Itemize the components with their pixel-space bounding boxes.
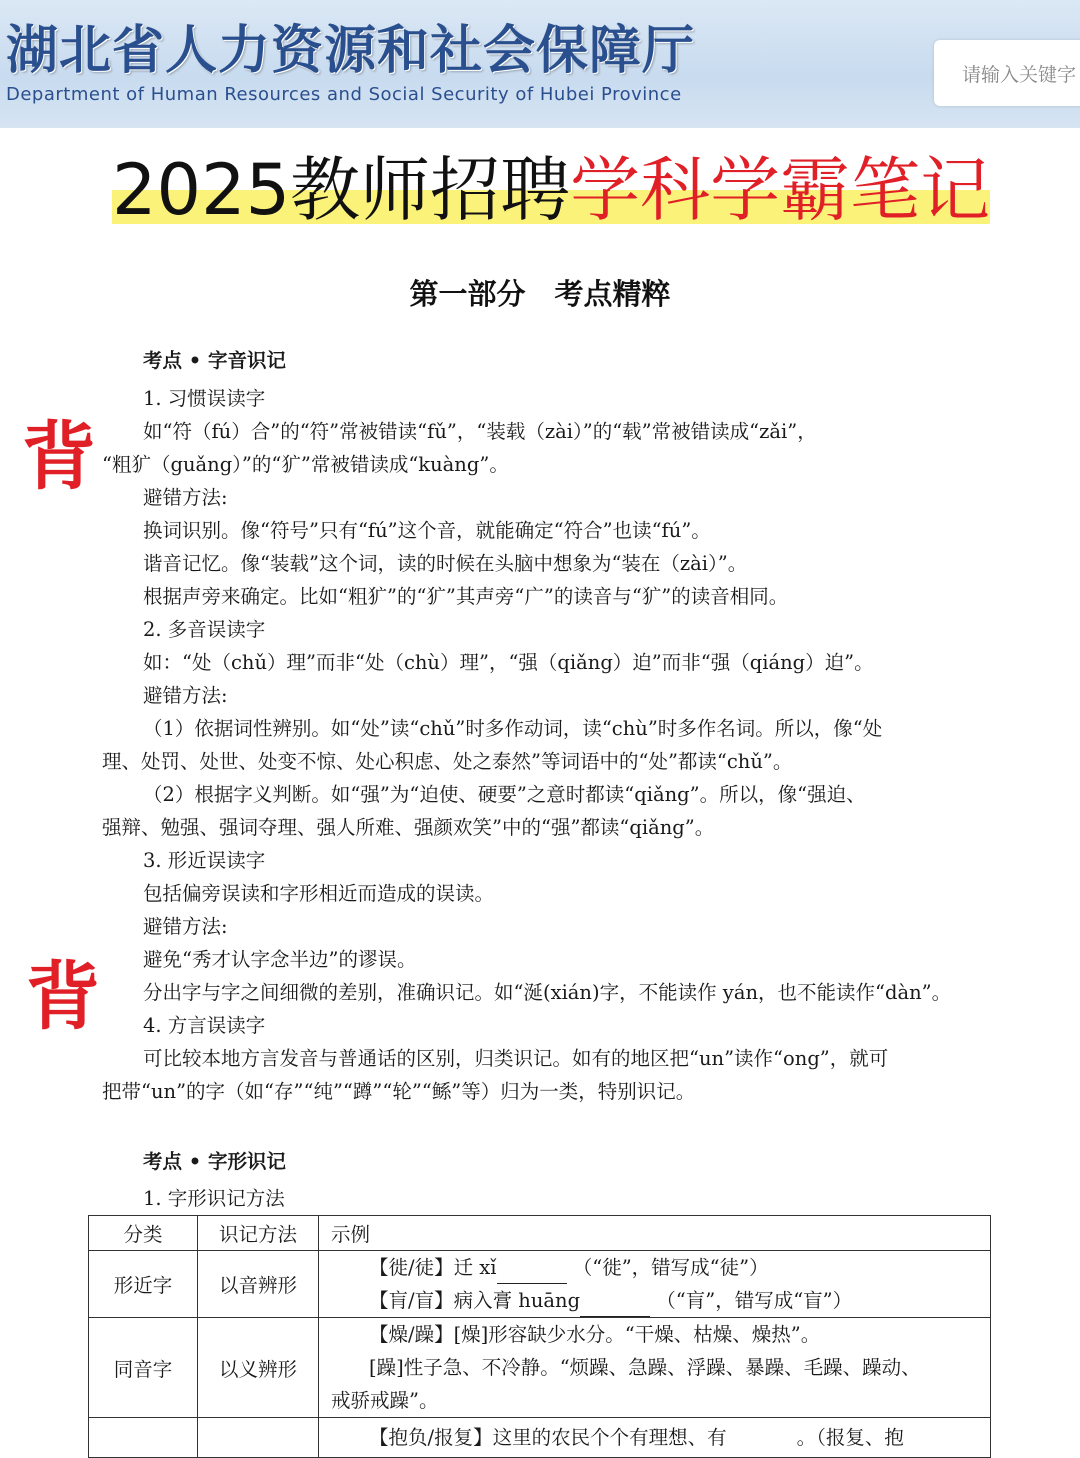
title-part-2: 学科学霸笔记 (570, 149, 991, 231)
text-line: 避错方法: (143, 684, 228, 707)
example-line (331, 1251, 980, 1284)
text-line: 分出字与字之间细微的差别，准确识记。如“涎(xián)字，不能读作 yán，也不能读作“dàn”。 (143, 981, 952, 1004)
text-line: “粗犷（guǎng）”的“犷”常被错读成“kuàng”。 (102, 453, 509, 476)
text-line: 如：“处（chǔ）理”而非“处（chù）理”，“强（qiǎng）迫”而非“强（qiáng）迫”。 (143, 651, 874, 674)
table-cell-example (319, 1418, 991, 1458)
text-line: 理、处罚、处世、处变不惊、处心积虑、处之泰然”等词语中的“处”都读“chǔ”。 (102, 750, 793, 773)
text-line: 1. 习惯误读字 (143, 387, 266, 410)
example-line: [躁]性子急、不冷静。“烦躁、急躁、浮躁、暴躁、毛躁、躁动、 (369, 1356, 921, 1379)
example-text: （“徙”，错写成“徒”） (572, 1256, 769, 1279)
table-row (89, 1418, 991, 1458)
example-text: 【肓/盲】病入膏 huāng (369, 1289, 581, 1312)
table-header: 分类 (89, 1216, 198, 1251)
page-title (112, 150, 990, 230)
org-name-en: Department of Human Resources and Social Security of Hubei Province (6, 84, 682, 105)
table-cell-category: 同音字 (89, 1318, 198, 1418)
text-line: 避错方法: (143, 915, 228, 938)
text-line: 谐音记忆。像“装载”这个词，读的时候在头脑中想象为“装在（zài）”。 (143, 552, 748, 575)
text-line: 避错方法: (143, 486, 228, 509)
table-cell-example (319, 1251, 991, 1318)
topic-heading-pronunciation: 考点 • 字音识记 (143, 349, 287, 372)
topic-heading-glyph: 考点 • 字形识记 (143, 1150, 287, 1173)
text-line: 可比较本地方言发音与普通话的区别，归类识记。如有的地区把“un”读作“ong”，就可 (143, 1047, 889, 1070)
org-name[interactable]: 湖北省人力资源和社会保障厅 (6, 21, 696, 81)
text-line: 包括偏旁误读和字形相近而造成的误读。 (143, 882, 495, 905)
glyph-method-table (88, 1215, 991, 1458)
section-title: 第一部分 考点精粹 (409, 277, 671, 311)
text-line: 1. 字形识记方法 (143, 1187, 285, 1210)
title-part-1: 2025教师招聘 (112, 149, 571, 231)
search-placeholder: 请输入关键字 (962, 64, 1077, 86)
text-line: 避免“秀才认字念半边”的谬误。 (143, 948, 417, 971)
table-cell-method: 以音辨形 (198, 1251, 319, 1318)
search-input[interactable] (934, 40, 1080, 106)
header-banner (0, 0, 1080, 128)
table-row (89, 1251, 991, 1318)
example-line (331, 1421, 980, 1454)
table-row (89, 1318, 991, 1418)
text-line: （1）依据词性辨别。如“处”读“chǔ”时多作动词，读“chù”时多作名词。所以，像“处 (143, 717, 883, 740)
fill-blank (497, 1265, 567, 1284)
table-header-row (89, 1216, 991, 1251)
fill-blank (580, 1298, 650, 1317)
text-line: 根据声旁来确定。比如“粗犷”的“犷”其声旁“广”的读音与“犷”的读音相同。 (143, 585, 789, 608)
table-cell-category (89, 1418, 198, 1458)
table-cell-category: 形近字 (89, 1251, 198, 1318)
text-line: 强辩、勉强、强词夺理、强人所难、强颜欢笑”中的“强”都读“qiǎng”。 (102, 816, 715, 839)
table-header: 示例 (319, 1216, 991, 1251)
text-line: 3. 形近误读字 (143, 849, 266, 872)
example-line: 戒骄戒躁”。 (331, 1389, 439, 1412)
example-text: 【徙/徒】迁 xǐ (369, 1256, 497, 1279)
example-line: 【燥/躁】[燥]形容缺少水分。“干燥、枯燥、燥热”。 (369, 1323, 821, 1346)
text-line: 4. 方言误读字 (143, 1014, 266, 1037)
example-line (331, 1284, 980, 1317)
text-line: 把带“un”的字（如“存”“纯”“蹲”“轮”“鲧”等）归为一类，特别识记。 (102, 1080, 696, 1103)
fill-blank (727, 1436, 797, 1454)
table-header: 识记方法 (198, 1216, 319, 1251)
table-cell-method (198, 1418, 319, 1458)
bei-mark-1: 背 (22, 414, 96, 500)
text-line: 换词识别。像“符号”只有“fú”这个音，就能确定“符合”也读“fú”。 (143, 519, 711, 542)
text-line: 2. 多音误读字 (143, 618, 266, 641)
text-line: 如“符（fú）合”的“符”常被错读“fǔ”，“装载（zài）”的“载”常被错读成“zǎi”， (143, 420, 817, 443)
bei-mark-2: 背 (26, 954, 100, 1040)
example-text: （“肓”，错写成“盲”） (656, 1289, 853, 1312)
example-text: 【抱负/报复】这里的农民个个有理想、有 (369, 1426, 727, 1449)
table-cell-example (319, 1318, 991, 1418)
table-cell-method: 以义辨形 (198, 1318, 319, 1418)
example-text: 。（报复、抱 (796, 1426, 904, 1449)
text-line: （2）根据字义判断。如“强”为“迫使、硬要”之意时都读“qiǎng”。所以，像“强迫、 (143, 783, 866, 806)
